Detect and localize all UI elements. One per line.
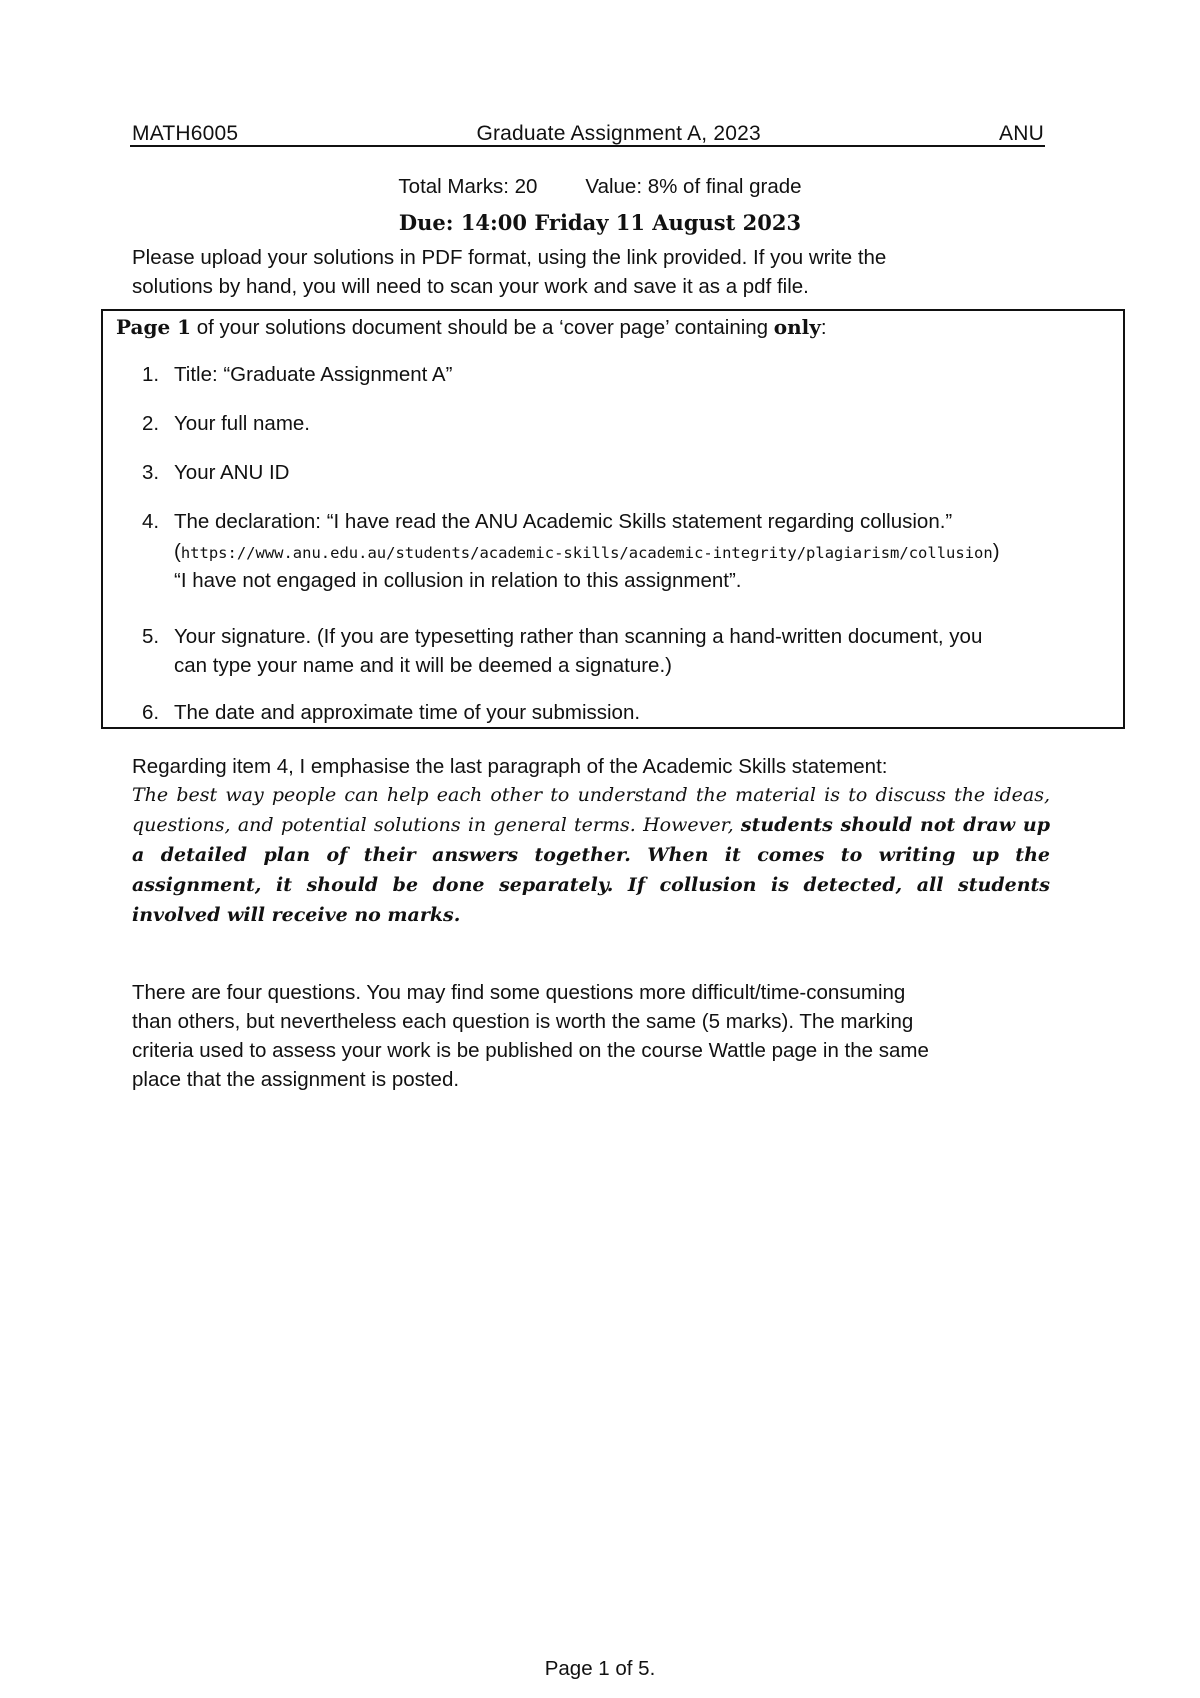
list-item [142,622,982,651]
academic-skills-quote [132,780,1050,930]
list-item [142,360,452,389]
collusion-link-line [174,537,1000,568]
page-header [132,116,1044,146]
assignment-title: Graduate Assignment A, 2023 [476,122,761,145]
intro-tail: : [820,316,827,339]
course-code: MATH6005 [132,122,239,145]
total-marks: Total Marks: 20 [398,175,538,198]
item-number: 5. [142,625,160,648]
intro-middle: of your solutions document should be a ‘cover page’ containing [191,316,774,339]
item-number: 2. [142,412,160,435]
item-text: Your signature. (If you are typesetting rather than scanning a hand-written document, you [174,625,983,648]
link-close: ) [992,540,1000,563]
signature-line-2: can type your name and it will be deemed a signature.) [174,654,672,677]
upload-instructions [132,243,1047,301]
item-text: Your full name. [174,412,310,435]
marks-summary [0,175,1200,199]
grade-value: Value: 8% of final grade [585,175,802,198]
collusion-link[interactable]: https://www.anu.edu.au/students/academic-skills/academic-integrity/plagiarism/collusion [180,544,993,562]
regarding-paragraph: Regarding item 4, I emphasise the last paragraph of the Academic Skills statement: [132,755,888,778]
quote-normal: The best way people can help each other to understand the material is to discuss the ideas, questions, and potential solutions in general terms. However, [132,784,1050,836]
due-date: Due: 14:00 Friday 11 August 2023 [398,210,802,235]
list-item [142,458,289,487]
page-number: Page 1 of 5. [544,1657,656,1680]
declaration-line-2: “I have not engaged in collusion in relation to this assignment”. [174,569,742,592]
item-text: The declaration: “I have read the ANU Academic Skills statement regarding collusion.” [174,510,953,533]
quote-bold: students should not draw up a detailed plan of their answers together. When it comes to writing up the assignment, it should be done separately. If collusion is detected, all students involved will receive no marks. [132,814,1051,926]
item-number: 1. [142,363,160,386]
intro-bold-only: only [773,315,821,339]
cover-page-intro [116,315,827,340]
questions-line-2: than others, but nevertheless each question is worth the same (5 marks). The marking [132,1010,914,1033]
item-number: 4. [142,510,160,533]
questions-line-3: criteria used to assess your work is be published on the course Wattle page in the same [132,1039,929,1062]
questions-line-1: There are four questions. You may find some questions more difficult/time-consuming [132,981,906,1004]
list-item [142,507,952,536]
header-rule [130,145,1045,147]
link-open: ( [174,540,181,563]
questions-paragraph [132,978,1047,1094]
list-item [142,409,310,438]
list-item [142,698,640,727]
item-text: Title: “Graduate Assignment A” [174,363,453,386]
upload-line-2: solutions by hand, you will need to scan your work and save it as a pdf file. [132,275,809,298]
upload-line-1: Please upload your solutions in PDF format, using the link provided. If you write the [132,246,887,269]
institution-name: ANU [999,122,1044,145]
questions-line-4: place that the assignment is posted. [132,1068,460,1091]
item-number: 6. [142,701,160,724]
item-text: The date and approximate time of your submission. [174,701,641,724]
item-text: Your ANU ID [174,461,290,484]
item-number: 3. [142,461,160,484]
intro-bold-page: Page 1 [116,315,192,339]
